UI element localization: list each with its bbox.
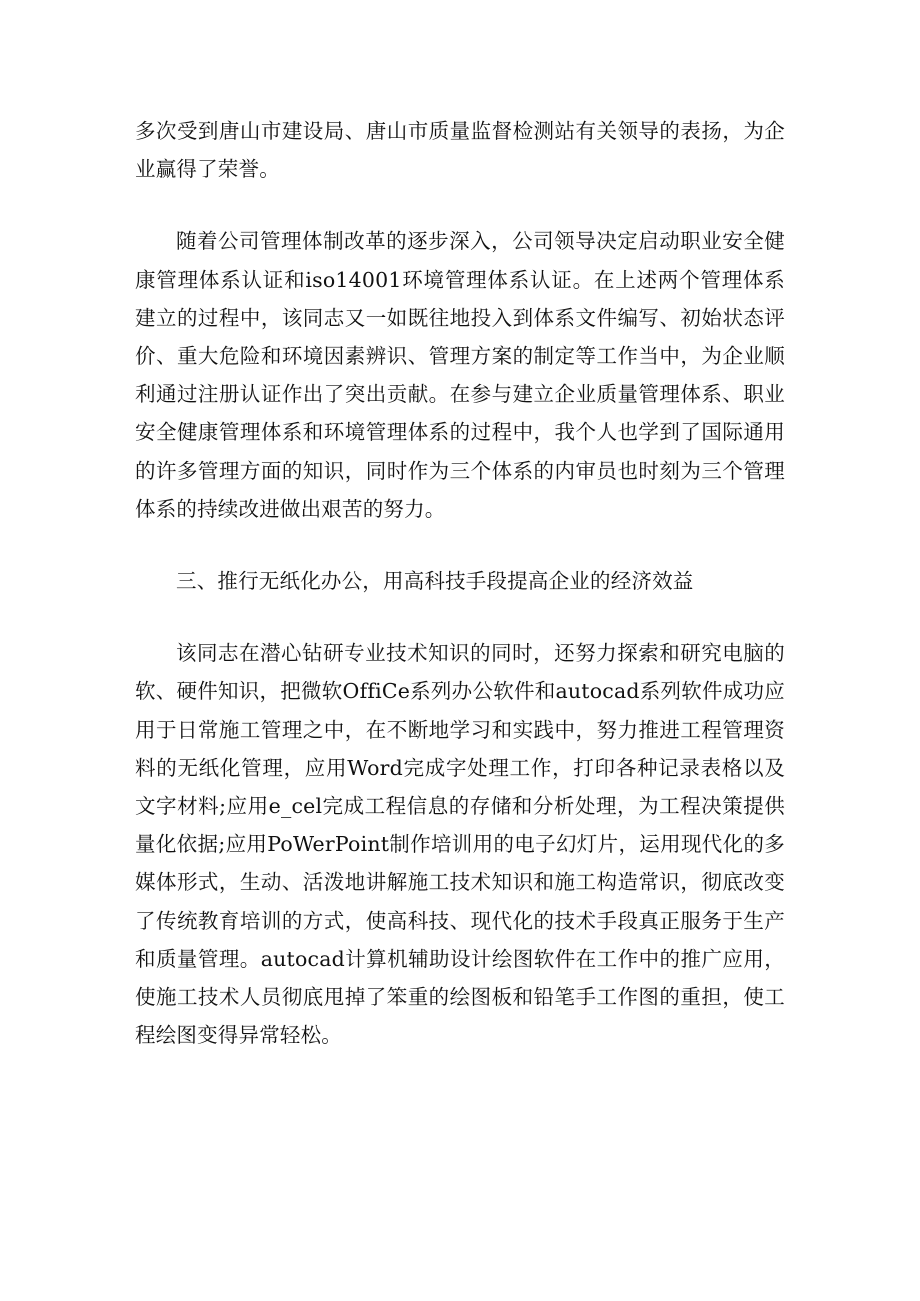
paragraph-continued-praise: 多次受到唐山市建设局、唐山市质量监督检测站有关领导的表扬，为企业赢得了荣誉。: [135, 119, 785, 182]
paragraph-gap: [135, 600, 785, 634]
section-heading-paperless-office: 三、推行无纸化办公，用高科技手段提高企业的经济效益: [176, 569, 694, 594]
paragraph-management-system-certification: 随着公司管理体制改革的逐步深入，公司领导决定启动职业安全健康管理体系认证和iso14001环境管理体系认证。在上述两个管理体系建立的过程中，该同志又一如既往地投入到体系文件编写、初始状态评价、重大危险和环境因素辨识、管理方案的制定等工作当中，为企业顺利通过注册认证作出了突出贡献。在参与建立企业质量管理体系、职业安全健康管理体系和环境管理体系的过程中，我个人也学到了国际通用的许多管理方面的知识，同时作为三个体系的内审员也时刻为三个管理体系的持续改进做出艰苦的努力。: [135, 229, 785, 521]
document-body: [135, 112, 785, 1054]
paragraph-gap: [135, 188, 785, 222]
paragraph-computer-application: 该同志在潜心钻研专业技术知识的同时，还努力探索和研究电脑的软、硬件知识，把微软OffiCe系列办公软件和autocad系列软件成功应用于日常施工管理之中，在不断地学习和实践中，努力推进工程管理资料的无纸化管理，应用Word完成字处理工作，打印各种记录表格以及文字材料;应用e_cel完成工程信息的存储和分析处理，为工程决策提供量化依据;应用PoWerPoint制作培训用的电子幻灯片，运用现代化的多媒体形式，生动、活泼地讲解施工技术知识和施工构造常识，彻底改变了传统教育培训的方式，使高科技、现代化的技术手段真正服务于生产和质量管理。autocad计算机辅助设计绘图软件在工作中的推广应用，使施工技术人员彻底甩掉了笨重的绘图板和铅笔手工作图的重担，使工程绘图变得异常轻松。: [135, 641, 785, 1048]
paragraph-gap: [135, 528, 785, 562]
